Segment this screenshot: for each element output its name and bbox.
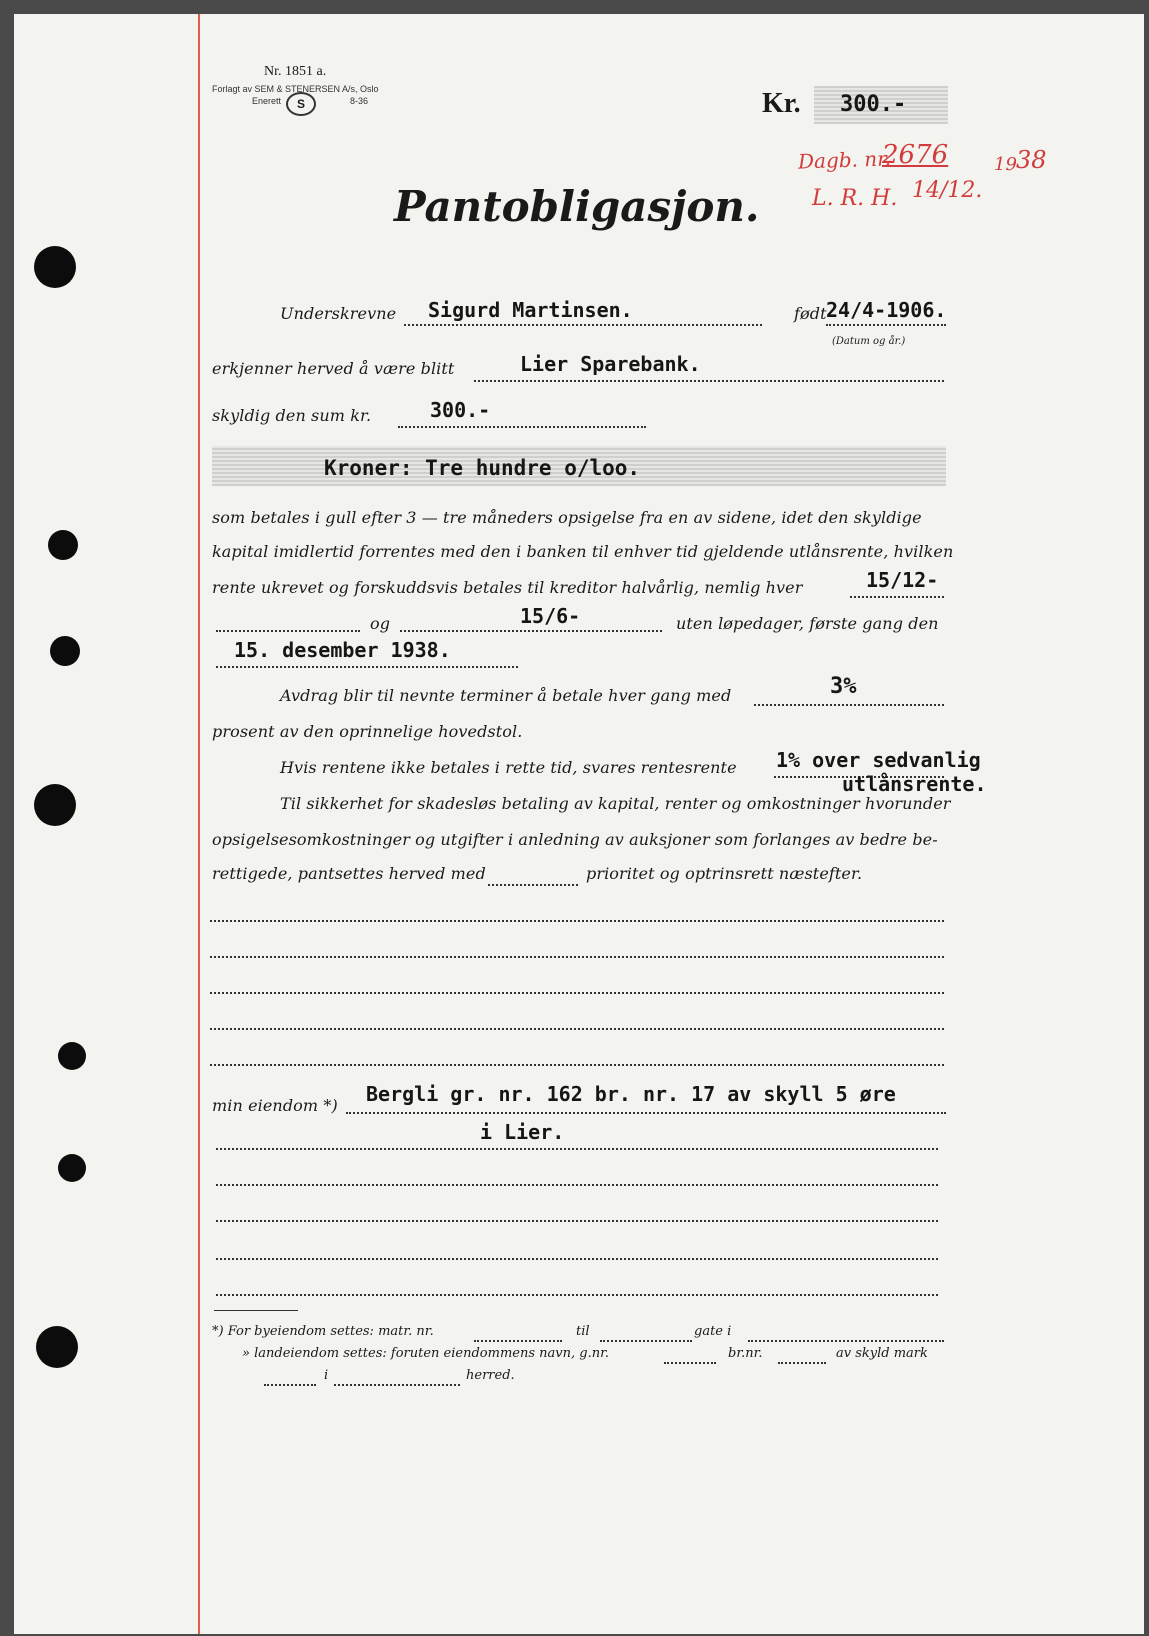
blank-line bbox=[210, 956, 944, 958]
footnote-dots bbox=[748, 1340, 944, 1342]
footnote-line-2b: br.nr. bbox=[728, 1346, 763, 1361]
form-date-code: 8-36 bbox=[350, 96, 369, 106]
footnote-dots bbox=[334, 1384, 460, 1386]
amount-value: 300.- bbox=[840, 92, 907, 117]
avdrag-line bbox=[754, 704, 944, 706]
footnote-dots bbox=[664, 1362, 716, 1364]
blank-line bbox=[210, 1064, 944, 1066]
footnote-line-1b: til bbox=[576, 1324, 590, 1339]
property-line-2 bbox=[216, 1148, 938, 1150]
amount-label: Kr. bbox=[762, 88, 801, 119]
binder-hole bbox=[36, 1326, 78, 1368]
footnote-line-1a: *) For byeiendom settes: matr. nr. bbox=[212, 1324, 434, 1339]
undersigned-line bbox=[404, 324, 762, 326]
sum-line bbox=[398, 426, 646, 428]
footnote-line-1c: gate i bbox=[694, 1324, 732, 1339]
binder-hole bbox=[58, 1042, 86, 1070]
blank-line bbox=[216, 1294, 938, 1296]
binder-hole bbox=[48, 530, 78, 560]
stamp-initials: L. R. H. bbox=[812, 186, 898, 211]
hvis-value-1: 1% over sedvanlig bbox=[776, 748, 981, 772]
kroner-text: Kroner: Tre hundre o/loo. bbox=[324, 456, 641, 480]
binder-hole bbox=[34, 784, 76, 826]
blank-line bbox=[216, 630, 360, 632]
binder-hole bbox=[50, 636, 80, 666]
property-label: min eiendom *) bbox=[212, 1096, 338, 1115]
footnote-dots bbox=[778, 1362, 826, 1364]
terms-line-1: som betales i gull efter 3 — tre måneders opsigelse fra en av sidene, idet den skyldige bbox=[212, 508, 922, 527]
creditor-label: erkjenner herved å være blitt bbox=[212, 359, 455, 378]
born-line bbox=[826, 324, 946, 326]
born-hint: (Datum og år.) bbox=[832, 336, 906, 347]
red-margin-line bbox=[198, 14, 200, 1634]
document-page bbox=[14, 14, 1144, 1634]
first-date-value: 15. desember 1938. bbox=[234, 638, 451, 662]
property-value-1: Bergli gr. nr. 162 br. nr. 17 av skyll 5 øre bbox=[366, 1082, 896, 1106]
priority-line bbox=[488, 884, 578, 886]
footnote-line-2a: » landeiendom settes: foruten eiendommens navn, g.nr. bbox=[242, 1346, 609, 1361]
terms-line-2: kapital imidlertid forrentes med den i banken til enhver tid gjeldende utlånsrente, hvilken bbox=[212, 542, 954, 561]
blank-line bbox=[216, 1220, 938, 1222]
avdrag-value: 3% bbox=[830, 674, 857, 699]
prosent-label: prosent av den oprinnelige hovedstol. bbox=[212, 722, 523, 741]
og-label: og bbox=[370, 614, 391, 633]
term2-line bbox=[400, 630, 662, 632]
undersigned-label: Underskrevne bbox=[280, 304, 397, 323]
term1-line bbox=[850, 596, 944, 598]
first-date-line bbox=[216, 666, 518, 668]
born-value: 24/4-1906. bbox=[826, 298, 947, 322]
footnote-line-3a: i bbox=[324, 1368, 329, 1383]
binder-hole bbox=[58, 1154, 86, 1182]
term2-value: 15/6- bbox=[520, 604, 581, 628]
term1-value: 15/12- bbox=[866, 568, 939, 592]
form-publisher: Forlagt av SEM & STENERSEN A/s, Oslo bbox=[212, 84, 379, 94]
stamp-dagbok-label: Dagb. nr. bbox=[797, 146, 892, 174]
sikkerhet-line-3b: prioritet og optrinsrett næstefter. bbox=[586, 864, 863, 883]
undersigned-value: Sigurd Martinsen. bbox=[428, 298, 633, 322]
sum-value: 300.- bbox=[430, 398, 491, 422]
stamp-year-prefix: 19 bbox=[994, 154, 1017, 175]
creditor-value: Lier Sparebank. bbox=[520, 352, 701, 376]
sikkerhet-line-2: opsigelsesomkostninger og utgifter i anledning av auksjoner som forlanges av bedre be- bbox=[212, 830, 938, 849]
stamp-dagbok-number: 2676 bbox=[882, 140, 949, 170]
creditor-line bbox=[474, 380, 944, 382]
stamp-year-suffix: 38 bbox=[1016, 146, 1047, 174]
footnote-dots bbox=[600, 1340, 692, 1342]
avdrag-label: Avdrag blir til nevnte terminer å betale hver gang med bbox=[280, 686, 732, 705]
stamp-date: 14/12. bbox=[912, 178, 983, 203]
sum-label: skyldig den sum kr. bbox=[212, 406, 372, 425]
sikkerhet-line-3a: rettigede, pantsettes herved med bbox=[212, 864, 486, 883]
terms-line-4: uten løpedager, første gang den bbox=[676, 614, 939, 633]
blank-line bbox=[210, 1028, 944, 1030]
footnote-line-3b: herred. bbox=[466, 1368, 515, 1383]
footnote-line-2c: av skyld mark bbox=[836, 1346, 928, 1361]
hvis-value-2: utlånsrente. bbox=[842, 772, 987, 796]
property-line bbox=[346, 1112, 946, 1114]
form-copyright: Enerett bbox=[252, 96, 282, 106]
terms-line-3: rente ukrevet og forskuddsvis betales til kreditor halvårlig, nemlig hver bbox=[212, 578, 803, 597]
hvis-label: Hvis rentene ikke betales i rette tid, svares rentesrente bbox=[280, 758, 737, 777]
blank-line bbox=[210, 992, 944, 994]
publisher-logo-icon: S bbox=[286, 92, 316, 116]
blank-line bbox=[216, 1258, 938, 1260]
footnote-dots bbox=[474, 1340, 562, 1342]
born-label: født bbox=[794, 304, 827, 323]
footnote-rule bbox=[214, 1310, 298, 1311]
blank-line bbox=[210, 920, 944, 922]
form-number: Nr. 1851 a. bbox=[264, 64, 327, 79]
sikkerhet-line-1: Til sikkerhet for skadesløs betaling av kapital, renter og omkostninger hvorunder bbox=[280, 794, 951, 813]
page-title: Pantobligasjon. bbox=[394, 182, 760, 231]
footnote-dots bbox=[264, 1384, 316, 1386]
blank-line bbox=[216, 1184, 938, 1186]
binder-hole bbox=[34, 246, 76, 288]
property-value-2: i Lier. bbox=[480, 1120, 565, 1144]
